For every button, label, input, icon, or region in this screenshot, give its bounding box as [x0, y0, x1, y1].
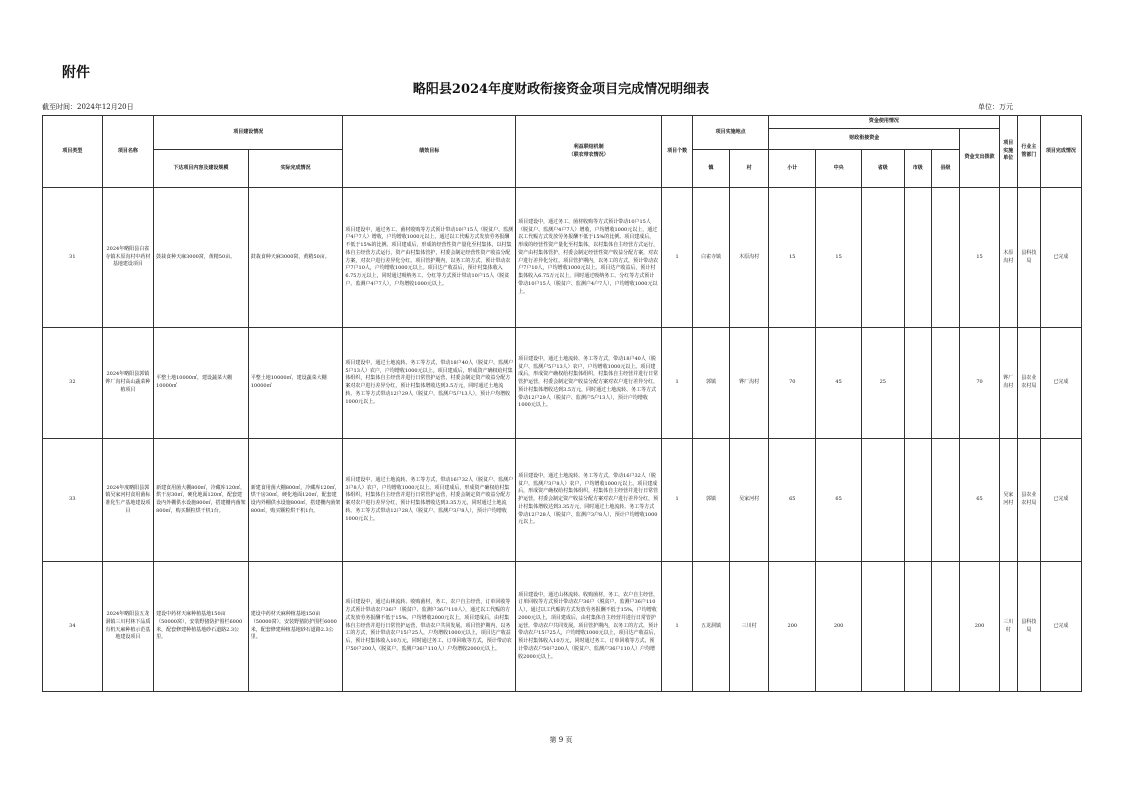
cell-town: 白雀寺镇	[693, 188, 730, 328]
cell-village: 铧厂沟村	[730, 328, 769, 439]
header-construction: 项目建设情况	[154, 116, 343, 150]
table-row	[43, 562, 1082, 692]
cell-issued: 建设中药材天麻种植基地150亩（50000窝），安装野猪防护围栏6000米，配套修建种植基地砂石道路2.3公里。	[154, 562, 249, 692]
header-project-type: 项目类型	[43, 116, 103, 188]
cell-county	[931, 188, 960, 328]
header-performance: 绩效目标	[343, 116, 516, 188]
cell-town: 郭镇	[693, 439, 730, 562]
cell-actual: 新建食用菌大棚800㎡，冷藏库120㎡，烘干房30㎡，硬化地面120㎡，配套建设内外棚供水设施800㎡，搭建栅内菌架800㎡，购买颗粒烘干机1台。	[248, 439, 343, 562]
cell-type: 32	[43, 328, 103, 439]
cell-subtotal: 70	[769, 328, 816, 439]
cell-performance: 项目建设中，通过务工、菌材收购等方式预计带动10户15人（脱贫户、监测户4户7人）增收，户均增收1000元以上，通过以工代赈方式发放劳务报酬不低于15%的比例。项目建成后，形成的经营性资产量化至村集体，以村集体自主经营方式运行，资产由村集体管护，村委会制定经营性资产收益分配方案，对农户进行差异化分红。项目管护期内，以务工的方式，预计带动农户7户10人，户均增收1000元以上。项目达产收益后，预计村集体收入6.75万元以上，同时通过吸纳务工、分红等方式预计带动10户15人（脱贫户、监测户4户7人），户均增收1000元以上。	[343, 188, 516, 328]
header-benefit: 利益联结机制 （联农带农情况）	[516, 116, 662, 188]
cell-actual: 建设中药材天麻种植基地150亩（50000窝），安装野猪防护围栏6000米，配套修建种植基地砂石道路2.3公里。	[248, 562, 343, 692]
cell-type: 33	[43, 439, 103, 562]
cell-town: 五龙洞镇	[693, 562, 730, 692]
cell-subtotal: 65	[769, 439, 816, 562]
cell-central: 65	[816, 439, 861, 562]
cell-village: 三川村	[730, 562, 769, 692]
attachment-label: 附件	[62, 65, 90, 81]
cell-count: 1	[662, 328, 693, 439]
cell-province	[861, 188, 904, 328]
as-of-date: 截至时间：2024年12月20日	[42, 103, 134, 111]
header-province: 省级	[861, 150, 904, 188]
cell-status: 已完成	[1040, 562, 1081, 692]
header-village: 村	[730, 150, 769, 188]
cell-spent: 65	[960, 439, 999, 562]
header-spent: 资金支出拨款	[960, 129, 999, 188]
cell-spent: 15	[960, 188, 999, 328]
cell-status: 已完成	[1040, 188, 1081, 328]
cell-dept: 县科技局	[1018, 562, 1041, 692]
cell-county	[931, 562, 960, 692]
cell-name: 2024年度略阳县郭镇吴家河村食用菌标准化生产基地建设项目	[102, 439, 153, 562]
page-number: 第 9 页	[549, 736, 573, 744]
cell-unit: 吴家河村	[999, 439, 1018, 562]
header-fiscal: 财政衔接资金	[769, 129, 960, 150]
cell-issued: 平整土地10000㎡，建设蔬菜大棚10000㎡	[154, 328, 249, 439]
header-count: 项目个数	[662, 116, 693, 188]
cell-city	[904, 188, 931, 328]
cell-benefit: 项目建设中，通过土地流转、务工等方式，带动16户32人（脱贫户、监测户3户8人）农户，户均增收1000元以上。项目建成后，形成资产确权给村集体组织，村集体自主经营并进行日常管护运营，村委会制定资产收益分配方案对农户进行差异分红，预计村集体增收达到3.35万元，同时通过土地流转、务工等方式带动12户28人（脱贫户、监测户3户8人），预计户均增收1000元以上。	[516, 439, 662, 562]
cell-performance: 项目建设中，通过山林流转、收购菌材，务工，农户自主经营，订单回收等方式预计带动农户36户（脱贫户、监测户36户110人），通过以工代赈的方式发放劳务报酬不低于15%。户均增收2000元以上，项目建成后，由村集体自主经营并进行日常管护运营，带动农户共同发展。项目管护期内，以务工的方式，预计带动农户15户25人，户均增收1000元以上，项目达产收益后，预计村集体收入10万元，同时通过务工、订单回收等方式，预计带动农户50户200人（脱贫户、监测户36户110人）户均增收2000元以上。	[343, 562, 516, 692]
header-actual: 实际完成情况	[248, 150, 343, 188]
cell-name: 2024年略阳县郭镇铧厂沟村高山蔬菜种植项目	[102, 328, 153, 439]
cell-name: 2024年略阳县白雀寺镇木原沟村中药材基地建设项目	[102, 188, 153, 328]
cell-province	[861, 439, 904, 562]
header-dept: 行业主管部门	[1018, 116, 1041, 188]
cell-city	[904, 562, 931, 692]
cell-name: 2024年略阳县五龙洞镇三川村林下品质有机天麻种植示范基地建设项目	[102, 562, 153, 692]
cell-central: 45	[816, 328, 861, 439]
cell-status: 已完成	[1040, 328, 1081, 439]
cell-province	[861, 562, 904, 692]
cell-county	[931, 439, 960, 562]
header-issued: 下达项目内容及建设规模	[154, 150, 249, 188]
cell-actual: 平整土地10000㎡，建设蔬菜大棚10000㎡	[248, 328, 343, 439]
header-county: 县级	[931, 150, 960, 188]
header-subtotal: 小计	[769, 150, 816, 188]
cell-county	[931, 328, 960, 439]
cell-subtotal: 200	[769, 562, 816, 692]
header-central: 中央	[816, 150, 861, 188]
cell-unit: 铧厂沟村	[999, 328, 1018, 439]
cell-town: 郭镇	[693, 328, 730, 439]
cell-subtotal: 15	[769, 188, 816, 328]
cell-city	[904, 439, 931, 562]
cell-type: 34	[43, 562, 103, 692]
cell-count: 1	[662, 188, 693, 328]
cell-spent: 70	[960, 328, 999, 439]
table-row	[43, 328, 1082, 439]
cell-count: 1	[662, 439, 693, 562]
cell-dept: 县农业农村局	[1018, 328, 1041, 439]
cell-dept: 县农业农村局	[1018, 439, 1041, 562]
header-project-name: 项目名称	[102, 116, 153, 188]
cell-performance: 项目建设中，通过土地流转、务工等方式，带动18户40人（脱贫户、监测户5户13人）农户，户均增收1000元以上。项目建成后，形成资产确权给村集体组织，村集体自主经营并进行日常管护运营，村委会制定资产收益分配方案对农户进行差异分红，预计村集体增收达到3.5万元，同时通过土地流转、务工等方式带动12户29人（脱贫户、监测户5户13人），预计户均增收1000元以上。	[343, 328, 516, 439]
header-funds: 资金使用情况	[769, 116, 999, 129]
cell-count: 1	[662, 562, 693, 692]
header-unit-impl: 项目实施单位	[999, 116, 1018, 188]
cell-actual: 鼓栽食种天麻3000窝，黄精50亩。	[248, 188, 343, 328]
table-row	[43, 439, 1082, 562]
header-location: 项目实施地点	[693, 116, 769, 150]
cell-benefit: 项目建设中，通过山林流转、收购菌材，务工，农户自主经营，订单回收等方式预计带动农户36户（脱贫户、监测户36户110人），通过以工代赈的方式发放劳务报酬不低于15%，户均增收2000元以上，项目建成后，由村集体自主经营并进行日常管护运营，带动农户共同发展。项目管护期内，以务工的方式，预计带动农户15户25人，户均增收1000元以上，项目达产收益后，预计村集体收入10万元，同时通过务工、订单回收等方式，预计带动农户50户200人（脱贫户、监测户36户110人）户均增收2000元以上。	[516, 562, 662, 692]
cell-benefit: 项目建设中，通过土地流转、务工等方式，带动18户40人（脱贫户、监测户5户13人）农户，户均增收1000元以上。项目建成后，形成资产确权给村集体组织，村集体自主经营并进行日常管护运营，村委会制定资产收益分配方案对农户进行差异分红，预计村集体增收达到3.5万元，同时通过土地流转、务工等方式带动12户29人（脱贫户、监测户5户13人），预计户均增收1000元以上。	[516, 328, 662, 439]
cell-city	[904, 328, 931, 439]
cell-village: 吴家河村	[730, 439, 769, 562]
cell-spent: 200	[960, 562, 999, 692]
header-city: 市级	[904, 150, 931, 188]
cell-central: 200	[816, 562, 861, 692]
header-status: 项目完成情况	[1040, 116, 1081, 188]
cell-performance: 项目建设中，通过土地流转、务工等方式，带动16户32人（脱贫户、监测户3户8人）农户，户均增收1000元以上。项目建成后，形成资产确权给村集体组织，村集体自主经营并进行日常管护运营，村委会制定资产收益分配方案对农户进行差异分红，预计村集体增收达到3.35万元，同时通过土地流转、务工等方式带动12户28人（脱贫户、监测户3户8人），预计户均增收1000元以上。	[343, 439, 516, 562]
cell-dept: 县科技局	[1018, 188, 1041, 328]
cell-type: 31	[43, 188, 103, 328]
cell-issued: 鼓栽食种天麻3000窝，黄精50亩。	[154, 188, 249, 328]
cell-village: 木原沟村	[730, 188, 769, 328]
header-town: 镇	[693, 150, 730, 188]
cell-unit: 木原沟村	[999, 188, 1018, 328]
project-table	[42, 115, 1082, 692]
table-row	[43, 188, 1082, 328]
cell-unit: 三川村	[999, 562, 1018, 692]
page-title: 略阳县2024年度财政衔接资金项目完成情况明细表	[412, 82, 710, 97]
cell-benefit: 项目建设中，通过务工、菌材收购等方式预计带动10户15人（脱贫户、监测户4户7人）增收，户均增收1000元以上，通过以工代赈方式发放劳务报酬不低于15%的比例。项目建成后，形成的经营性资产量化至村集体，以村集体自主经营方式运行，资产由村集体管护，村委会制定经营性资产收益分配方案，对农户进行差异化分红。项目管护期内，以务工的方式，预计带动农户7户10人，户均增收1000元以上。项目达产收益后，预计村集体收入6.75万元以上，同时通过吸纳务工、分红等方式预计带动10户15人（脱贫户、监测户4户7人），户均增收1000元以上。	[516, 188, 662, 328]
cell-central: 15	[816, 188, 861, 328]
unit-label: 单位：万元	[978, 103, 1013, 111]
cell-issued: 新建食用菌大棚800㎡，冷藏库120㎡，烘干房30㎡，硬化地面120㎡，配套建设内外棚供水设施800㎡，搭建栅内菌架800㎡，购买颗粒烘干机1台。	[154, 439, 249, 562]
cell-status: 已完成	[1040, 439, 1081, 562]
cell-province: 25	[861, 328, 904, 439]
